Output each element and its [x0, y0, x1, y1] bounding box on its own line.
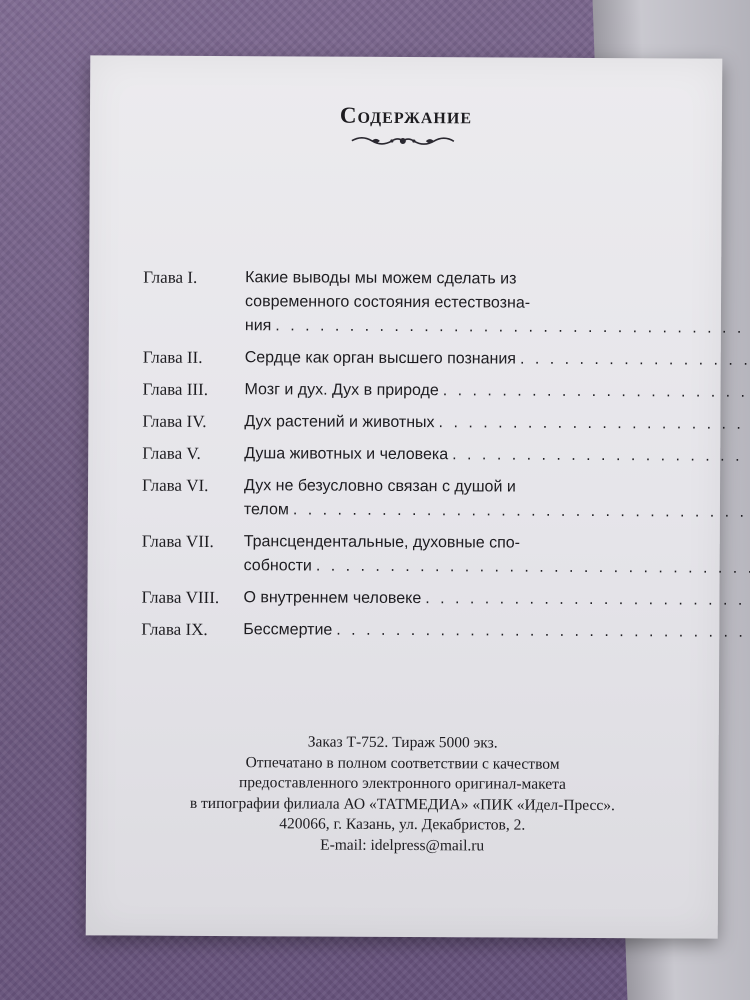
chapter-title-line: О внутреннем человеке [243, 589, 422, 608]
dot-leader [293, 498, 750, 528]
toc-entry[interactable] [142, 378, 662, 405]
imprint-email: E-mail: idelpress@mail.ru [320, 836, 485, 854]
toc-entry[interactable] [141, 586, 661, 613]
imprint-line: Отпечатано в полном соответствии с качеством [245, 753, 560, 773]
dot-leader [316, 555, 750, 585]
chapter-title-line: современного состояния естествозна- [244, 293, 531, 312]
dot-leader [275, 314, 750, 344]
chapter-number: Глава VII. [141, 531, 214, 552]
chapter-title-line: Какие выводы мы можем сделать из [245, 269, 517, 288]
chapter-number: Глава II. [142, 347, 203, 367]
toc-entry[interactable] [142, 442, 662, 469]
imprint-line: в типографии филиала АО «ТАТМЕДИА» «ПИК «Идел-Пресс». [189, 794, 615, 814]
dot-leader [425, 587, 750, 616]
chapter-number: Глава I. [143, 267, 198, 287]
chapter-number: Глава IV. [142, 411, 207, 431]
dot-leader [336, 619, 750, 649]
imprint-line: 420066, г. Казань, ул. Декабристов, 2. [279, 815, 526, 834]
chapter-title-line: телом [243, 501, 289, 519]
toc-entry[interactable] [141, 618, 661, 645]
book-page [86, 55, 723, 938]
imprint-line: Заказ Т-752. Тираж 5000 экз. [307, 733, 498, 752]
chapter-title-line: Дух не безусловно связан с душой и [244, 477, 516, 496]
toc-entry[interactable] [142, 474, 662, 525]
toc-entry[interactable] [142, 530, 662, 581]
imprint-line: предоставленного электронного оригинал-макета [238, 774, 567, 793]
ornament-divider-icon [348, 133, 458, 150]
dot-leader [520, 348, 750, 377]
toc-entry[interactable] [143, 266, 663, 341]
chapter-title-line: ния [244, 317, 272, 335]
dot-leader [452, 443, 750, 472]
chapter-title-line: Сердце как орган высшего познания [244, 349, 517, 368]
chapter-number: Глава V. [142, 443, 201, 463]
chapter-title-line: Дух растений и животных [244, 413, 435, 432]
imprint-block [86, 731, 719, 857]
table-of-contents [141, 266, 663, 653]
toc-entry[interactable] [143, 346, 663, 373]
chapter-number: Глава VIII. [141, 587, 220, 608]
page-title: Содержание [339, 102, 473, 129]
chapter-title-line: Мозг и дух. Дух в природе [244, 381, 439, 400]
chapter-number: Глава III. [142, 379, 209, 399]
chapter-title-line: собности [243, 557, 312, 575]
chapter-number: Глава VI. [142, 475, 209, 495]
toc-entry[interactable] [142, 410, 662, 437]
chapter-title-line: Бессмертие [243, 621, 333, 639]
dot-leader [443, 379, 750, 408]
chapter-number: Глава IX. [141, 619, 208, 639]
chapter-title-line: Душа животных и человека [244, 445, 449, 464]
dot-leader [439, 411, 750, 440]
chapter-title-line: Трансцендентальные, духовные спо- [243, 533, 521, 552]
